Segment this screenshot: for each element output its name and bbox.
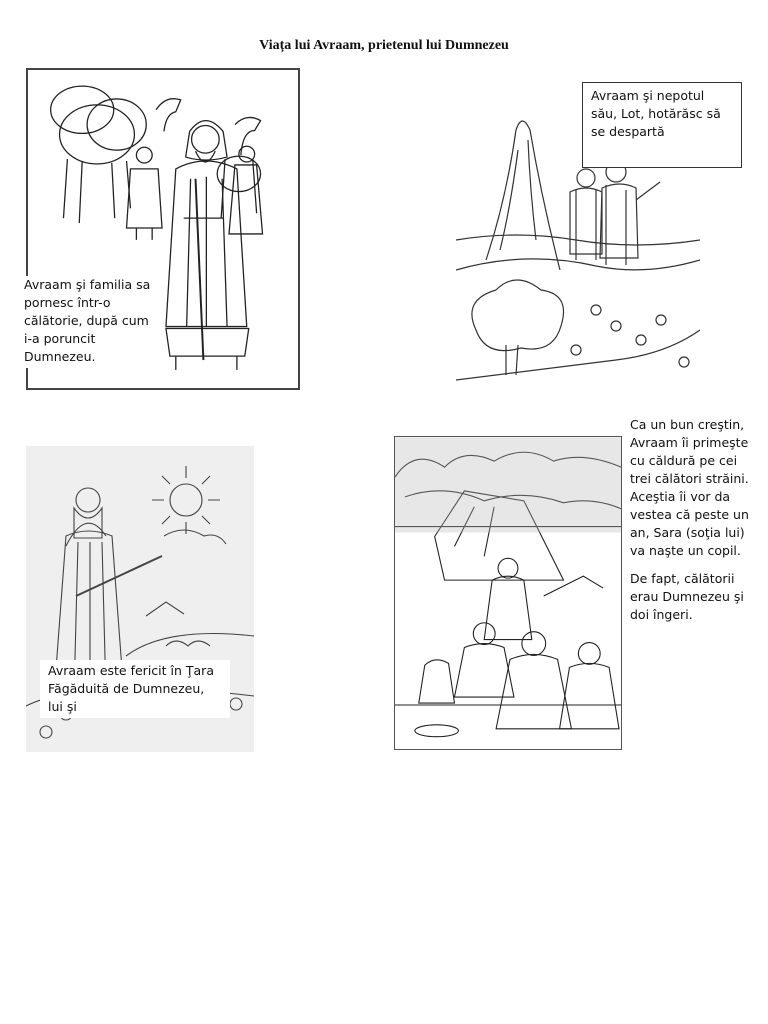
panel-4-illustration <box>394 436 622 750</box>
panel-2-caption: Avraam şi nepotul său, Lot, hotărăsc să se despartă <box>582 82 742 168</box>
panel-1-caption: Avraam şi familia sa pornesc într-o călătorie, după cum i-a poruncit Dumnezeu. <box>22 276 156 368</box>
page-title: Viața lui Avraam, prietenul lui Dumnezeu <box>259 38 509 53</box>
panel-3-caption: Avraam este fericit în Ţara Făgăduită de Dumnezeu, lui şi <box>40 660 230 718</box>
abraham-visitors-image <box>395 437 621 749</box>
panel-4-caption-main: Ca un bun creştin, Avraam îi primeşte cu căldură pe cei trei călători străini. Aceştia îi vor da vestea că peste un an, Sara (soţia lui) va naşte un copil. <box>630 417 749 558</box>
panel-4-caption <box>628 416 754 624</box>
panel-4-caption-note: De fapt, călătorii erau Dumnezeu şi doi îngeri. <box>630 571 744 622</box>
